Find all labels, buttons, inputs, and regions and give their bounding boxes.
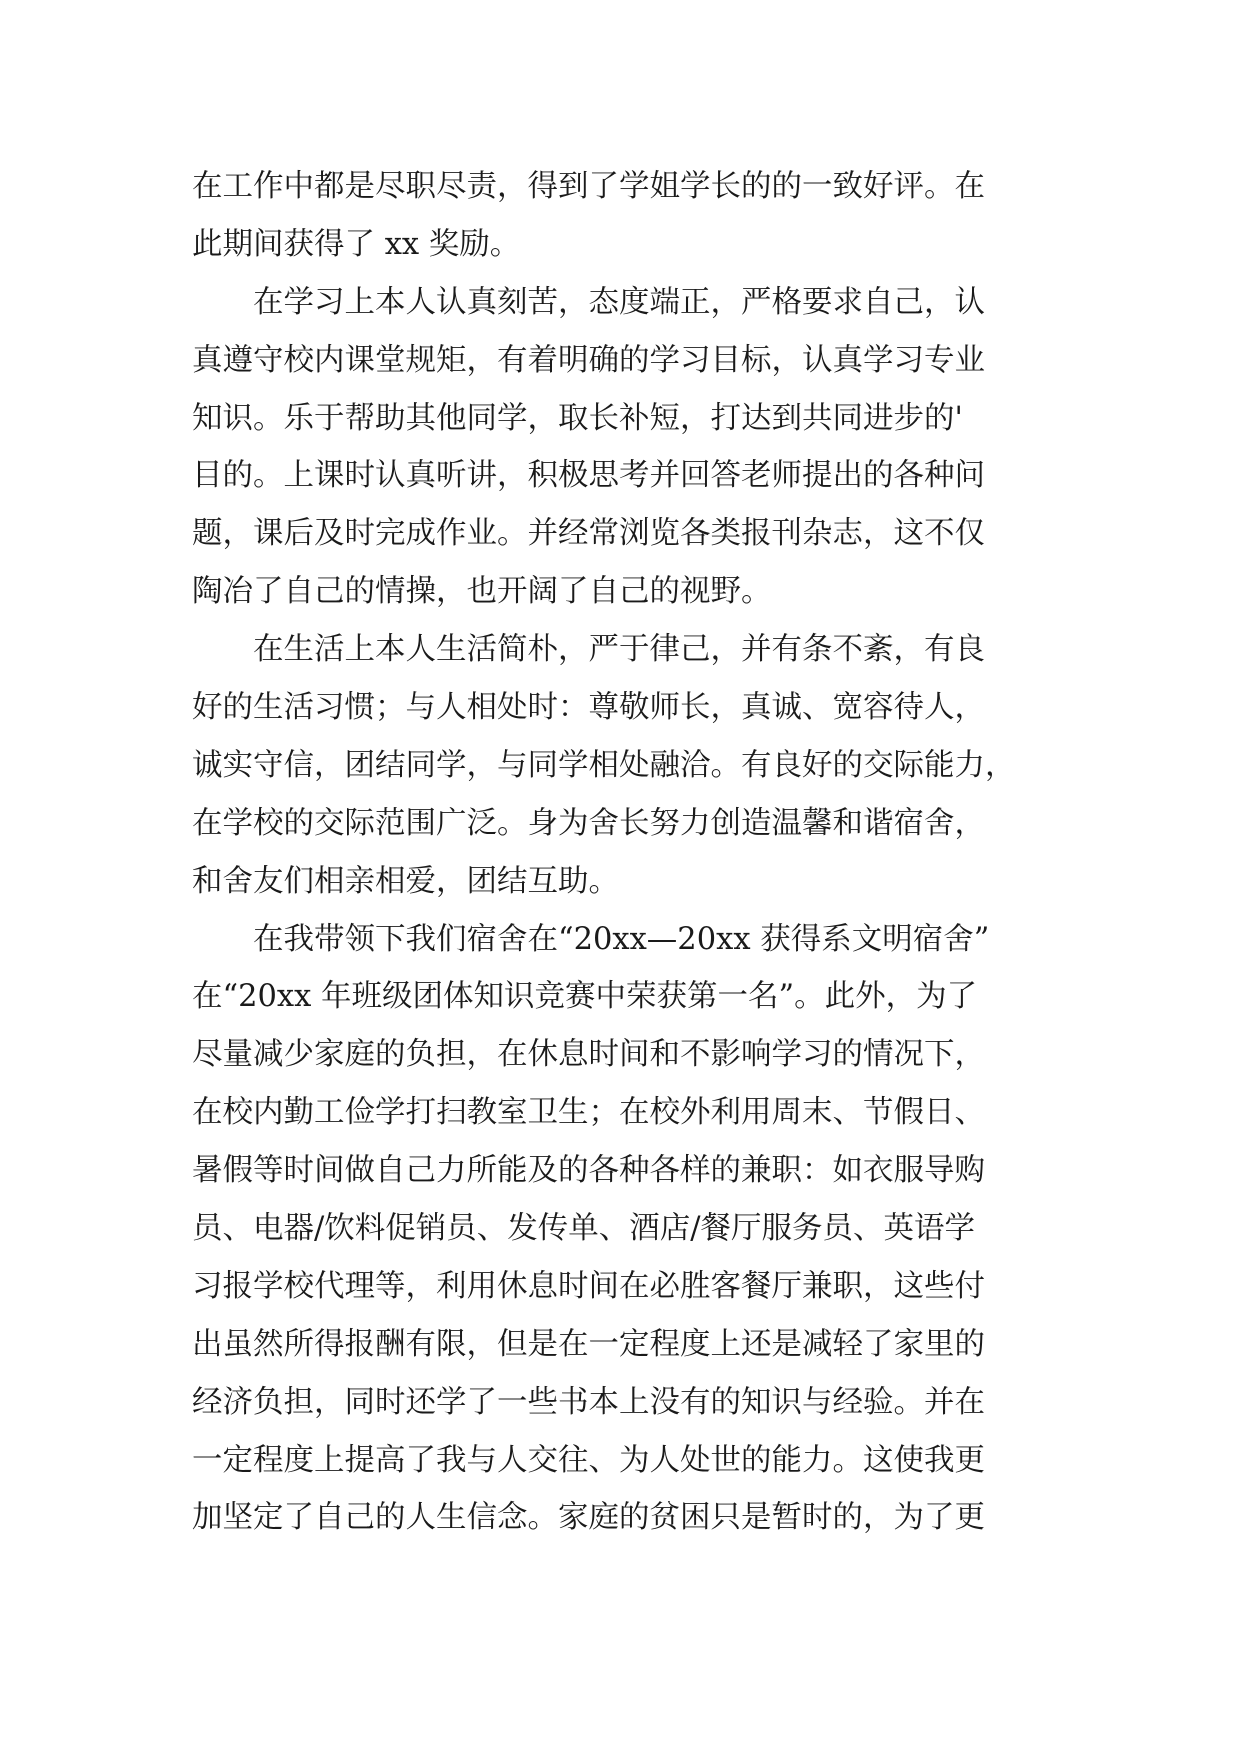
text-line: 在学校的交际范围广泛。身为舍长努力创造温馨和谐宿舍， xyxy=(192,805,985,841)
text-line: 经济负担，同时还学了一些书本上没有的知识与经验。并在 xyxy=(192,1384,985,1420)
text-line: 一定程度上提高了我与人交往、为人处世的能力。这使我更 xyxy=(192,1442,985,1478)
text-line: 出虽然所得报酬有限，但是在一定程度上还是减轻了家里的 xyxy=(192,1326,985,1362)
body-text xyxy=(192,158,1072,1547)
text-line: 员、电器/饮料促销员、发传单、酒店/餐厅服务员、英语学 xyxy=(192,1211,976,1247)
text-line: 习报学校代理等，利用休息时间在必胜客餐厅兼职，这些付 xyxy=(192,1268,985,1304)
text-line: 目的。上课时认真听讲，积极思考并回答老师提出的各种问 xyxy=(192,458,985,494)
text-line: 在生活上本人生活简朴，严于律己，并有条不紊，有良 xyxy=(192,632,985,668)
text-line: 在学习上本人认真刻苦，态度端正，严格要求自己，认 xyxy=(192,284,985,320)
text-line: 在“20xx 年班级团体知识竞赛中荣获第一名”。此外，为了 xyxy=(192,979,978,1015)
text-line: 诚实守信，团结同学，与同学相处融洽。有良好的交际能力， xyxy=(192,747,1016,783)
text-line: 和舍友们相亲相爱，团结互助。 xyxy=(192,863,619,899)
text-line: 真遵守校内课堂规矩，有着明确的学习目标，认真学习专业 xyxy=(192,342,985,378)
text-line: 题，课后及时完成作业。并经常浏览各类报刊杂志，这不仅 xyxy=(192,516,985,552)
text-line: 陶冶了自己的情操，也开阔了自己的视野。 xyxy=(192,574,772,610)
text-line: 此期间获得了 xx 奖励。 xyxy=(192,226,521,262)
text-line: 知识。乐于帮助其他同学，取长补短，打达到共同进步的' xyxy=(192,400,963,436)
text-line: 在工作中都是尽职尽责，得到了学姐学长的的一致好评。在 xyxy=(192,169,985,204)
text-line: 在校内勤工俭学打扫教室卫生；在校外利用周末、节假日、 xyxy=(192,1095,985,1131)
text-line: 好的生活习惯；与人相处时：尊敬师长，真诚、宽容待人， xyxy=(192,690,985,726)
text-line: 暑假等时间做自己力所能及的各种各样的兼职：如衣服导购 xyxy=(192,1153,985,1189)
text-line: 加坚定了自己的人生信念。家庭的贫困只是暂时的，为了更 xyxy=(192,1500,985,1536)
text-line: 在我带领下我们宿舍在“20xx—20xx 获得系文明宿舍” xyxy=(192,921,990,957)
text-line: 尽量减少家庭的负担，在休息时间和不影响学习的情况下， xyxy=(192,1037,985,1073)
